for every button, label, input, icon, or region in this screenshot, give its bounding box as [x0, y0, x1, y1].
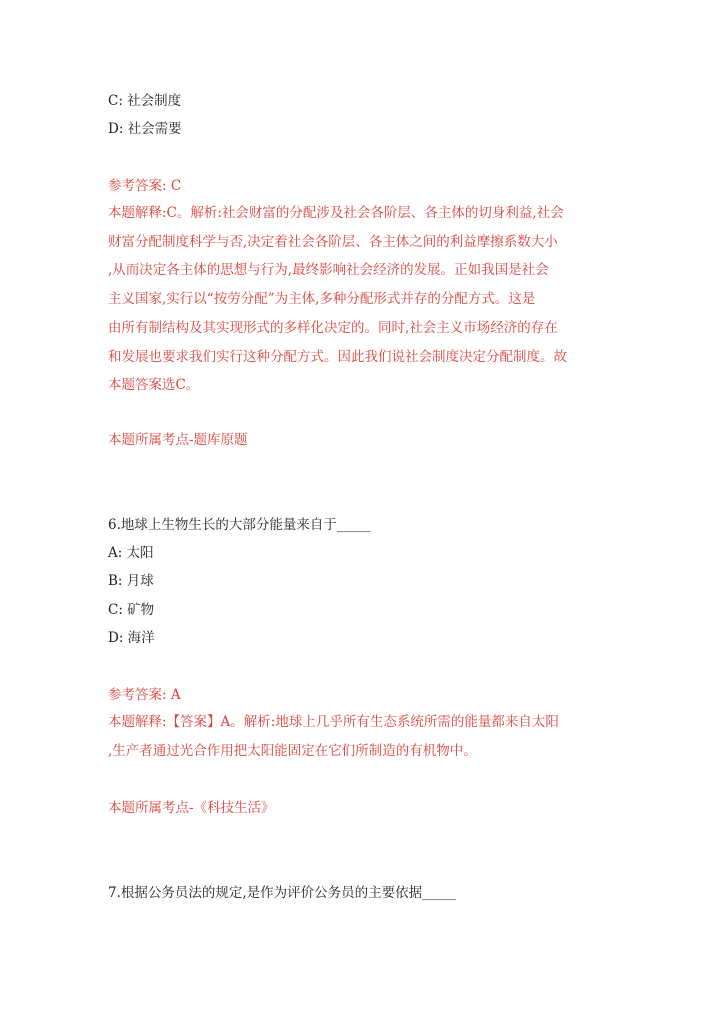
- q6-question: 6.地球上生物生长的大部分能量来自于_____: [108, 517, 371, 533]
- q5-option-c: C: 社会制度: [108, 93, 182, 109]
- q5-explanation: [108, 199, 614, 400]
- q5-explanation-line: 本题答案选C。: [108, 377, 200, 394]
- q6-option-c: C: 矿物: [108, 602, 155, 618]
- q6-answer: 参考答案: A: [108, 687, 181, 703]
- q5-explanation-line: 由所有制结构及其实现形式的多样化决定的。同时,社会主义市场经济的存在: [108, 319, 558, 336]
- q6-explanation: [108, 708, 614, 765]
- q5-option-d: D: 社会需要: [108, 121, 182, 137]
- q5-answer: 参考答案: C: [108, 178, 182, 194]
- q5-explanation-line: 本题解释:C。解析:社会财富的分配涉及社会各阶层、各主体的切身利益,社会: [108, 205, 564, 221]
- q6-topic: 本题所属考点-《科技生活》: [108, 800, 275, 816]
- q6-explanation-line: 本题解释:【答案】A。解析:地球上几乎所有生态系统所需的能量都来自太阳: [108, 714, 559, 730]
- q5-explanation-line: 和发展也要求我们实行这种分配方式。因此我们说社会制度决定分配制度。故: [108, 348, 567, 365]
- q5-explanation-line: 主义国家,实行以“按劳分配”为主体,多种分配形式并存的分配方式。这是: [108, 291, 536, 308]
- q5-topic: 本题所属考点-题库原题: [108, 432, 248, 448]
- q6-option-d: D: 海洋: [108, 630, 155, 646]
- q6-option-a: A: 太阳: [108, 545, 154, 561]
- q5-explanation-line: 财富分配制度科学与否,决定着社会各阶层、各主体之间的利益摩擦系数大小: [108, 233, 558, 250]
- q7-question: 7.根据公务员法的规定,是作为评价公务员的主要依据_____: [108, 885, 456, 901]
- q5-explanation-line: ,从而决定各主体的思想与行为,最终影响社会经济的发展。正如我国是社会: [108, 262, 549, 279]
- q6-explanation-line: ,生产者通过光合作用把太阳能固定在它们所制造的有机物中。: [108, 742, 477, 759]
- q6-option-b: B: 月球: [108, 573, 154, 589]
